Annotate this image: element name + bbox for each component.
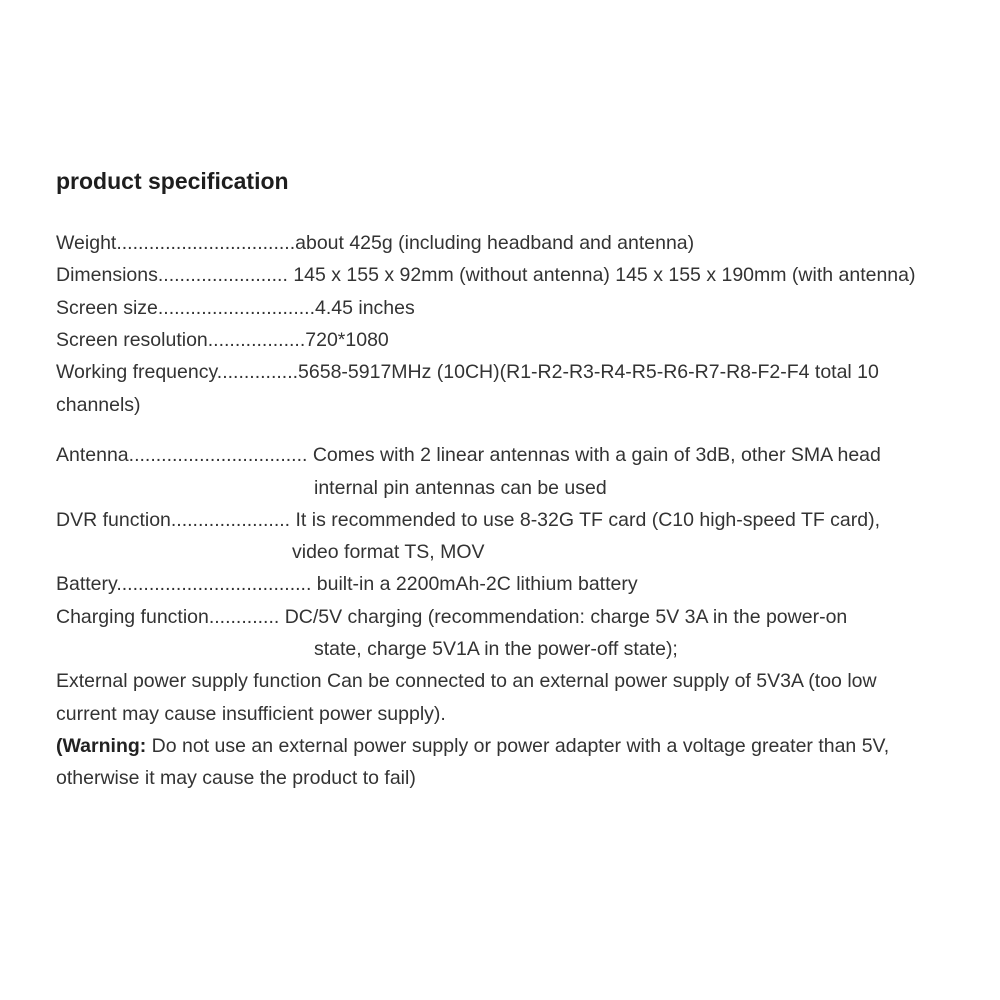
- spec-charging-function-cont: state, charge 5V1A in the power-off state);: [314, 638, 678, 660]
- spec-dvr-function: DVR function...................... It is recommended to use 8-32G TF card (C10 high-speed TF card),: [56, 509, 881, 531]
- spec-weight: Weight.................................about 425g (including headband and antenna): [56, 232, 695, 254]
- spec-charging-function: Charging function............. DC/5V charging (recommendation: charge 5V 3A in the power-on: [56, 606, 848, 628]
- spec-screen-size: Screen size.............................4.45 inches: [56, 297, 415, 319]
- spec-working-frequency: Working frequency...............5658-5917MHz (10CH)(R1-R2-R3-R4-R5-R6-R7-R8-F2-F4 total 10: [56, 361, 879, 383]
- page-title: product specification: [56, 168, 289, 194]
- spec-screen-resolution: Screen resolution..................720*1080: [56, 329, 389, 351]
- spec-battery: Battery.................................... built-in a 2200mAh-2C lithium battery: [56, 573, 638, 595]
- warning-label: (Warning:: [56, 735, 147, 757]
- spec-antenna: Antenna................................. Comes with 2 linear antennas with a gain of 3dB, other SMA head: [56, 444, 881, 466]
- warning-text: Do not use an external power supply or power adapter with a voltage greater than 5V,: [146, 735, 890, 757]
- spec-working-frequency-cont: channels): [56, 394, 141, 416]
- spec-external-power-cont: current may cause insufficient power supply).: [56, 703, 446, 725]
- warning-line-cont: otherwise it may cause the product to fail): [56, 767, 416, 789]
- spec-dimensions: Dimensions........................ 145 x 155 x 92mm (without antenna) 145 x 155 x 190mm (with antenna): [56, 264, 916, 286]
- spec-dvr-function-cont: video format TS, MOV: [292, 541, 485, 563]
- spec-external-power: External power supply function Can be connected to an external power supply of 5V3A (too low: [56, 670, 877, 692]
- spec-antenna-cont: internal pin antennas can be used: [314, 477, 607, 499]
- warning-line: [56, 734, 889, 758]
